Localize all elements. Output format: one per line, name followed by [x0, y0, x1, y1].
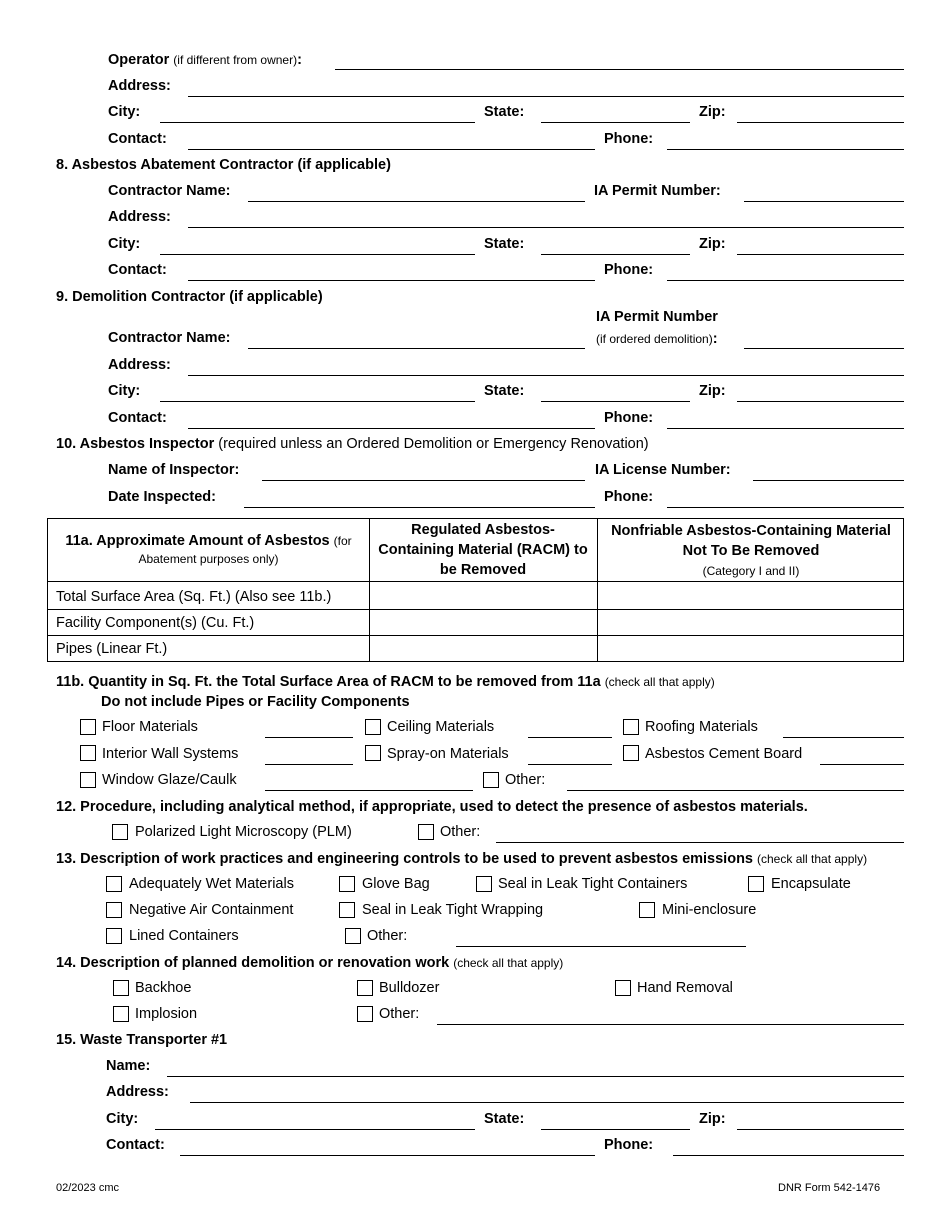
section-13-title: 13. Description of work practices and engineering controls to be used to prevent asbestos emissions (check all that apply) — [56, 851, 868, 867]
s8-zip-field[interactable] — [737, 254, 904, 255]
section-12-title: 12. Procedure, including analytical method, if appropriate, used to detect the presence of asbestos materials. — [56, 799, 808, 815]
ceiling-materials-label: Ceiling Materials — [387, 719, 495, 735]
operator-label: Operator (if different from owner): — [108, 52, 302, 68]
14-other-checkbox[interactable] — [357, 1006, 373, 1022]
s15-state-label: State: — [484, 1111, 525, 1127]
nonfriable-pipes-cell[interactable] — [599, 637, 903, 661]
section-11b-subtitle: Do not include Pipes or Facility Components — [101, 694, 410, 710]
s15-address-field[interactable] — [190, 1102, 904, 1103]
lined-containers-label: Lined Containers — [129, 928, 239, 944]
backhoe-label: Backhoe — [135, 980, 192, 996]
s9-state-field[interactable] — [541, 401, 690, 402]
table-divider — [47, 581, 904, 582]
11b-other-label: Other: — [505, 772, 546, 788]
s9-permit-note: (if ordered demolition): — [596, 331, 718, 347]
footer-form-number: DNR Form 542-1476 — [778, 1182, 881, 1194]
roofing-materials-label: Roofing Materials — [645, 719, 758, 735]
implosion-label: Implosion — [135, 1006, 198, 1022]
s9-contact-label: Contact: — [108, 410, 167, 426]
s8-zip-label: Zip: — [699, 236, 726, 252]
s15-address-label: Address: — [106, 1084, 169, 1100]
s15-contact-field[interactable] — [180, 1155, 595, 1156]
s8-address-label: Address: — [108, 209, 171, 225]
floor-materials-checkbox[interactable] — [80, 719, 96, 735]
seal-containers-checkbox[interactable] — [476, 876, 492, 892]
s10-phone-field[interactable] — [667, 507, 904, 508]
table-divider — [369, 518, 370, 662]
12-other-checkbox[interactable] — [418, 824, 434, 840]
11b-other-field[interactable] — [567, 790, 904, 791]
s8-phone-field[interactable] — [667, 280, 904, 281]
s10-name-label: Name of Inspector: — [108, 462, 240, 478]
operator-zip-field[interactable] — [737, 122, 904, 123]
encapsulate-label: Encapsulate — [771, 876, 851, 892]
encapsulate-checkbox[interactable] — [748, 876, 764, 892]
s15-name-field[interactable] — [167, 1076, 904, 1077]
spray-on-label: Spray-on Materials — [387, 746, 509, 762]
s8-contact-field[interactable] — [188, 280, 595, 281]
mini-enclosure-label: Mini-enclosure — [662, 902, 757, 918]
operator-state-label: State: — [484, 104, 525, 120]
14-other-label: Other: — [379, 1006, 420, 1022]
window-glaze-field[interactable] — [265, 790, 473, 791]
s9-zip-label: Zip: — [699, 383, 726, 399]
s9-city-field[interactable] — [160, 401, 475, 402]
plm-checkbox[interactable] — [112, 824, 128, 840]
glove-bag-checkbox[interactable] — [339, 876, 355, 892]
window-glaze-label: Window Glaze/Caulk — [102, 772, 237, 788]
seal-wrapping-label: Seal in Leak Tight Wrapping — [362, 902, 544, 918]
lined-containers-checkbox[interactable] — [106, 928, 122, 944]
bulldozer-checkbox[interactable] — [357, 980, 373, 996]
table-row-label: Total Surface Area (Sq. Ft.) (Also see 11b.) — [56, 589, 332, 605]
section-14-title: 14. Description of planned demolition or renovation work (check all that apply) — [56, 955, 564, 971]
interior-wall-field[interactable] — [265, 764, 353, 765]
s10-date-field[interactable] — [244, 507, 595, 508]
s15-city-label: City: — [106, 1111, 139, 1127]
s15-zip-field[interactable] — [737, 1129, 904, 1130]
s9-permit-field[interactable] — [744, 348, 904, 349]
table-divider — [47, 635, 904, 636]
section-8-title: 8. Asbestos Abatement Contractor (if applicable) — [56, 157, 391, 173]
operator-contact-label: Contact: — [108, 131, 167, 147]
table-header-nonfriable: Nonfriable Asbestos-Containing Material Not To Be Removed (Category I and II) — [611, 523, 891, 578]
table-divider — [597, 518, 598, 662]
backhoe-checkbox[interactable] — [113, 980, 129, 996]
table-row-label: Pipes (Linear Ft.) — [56, 641, 168, 657]
section-10-title: 10. Asbestos Inspector (required unless an Ordered Demolition or Emergency Renovation) — [56, 436, 649, 452]
ceiling-materials-field[interactable] — [528, 737, 612, 738]
13-other-field[interactable] — [456, 946, 746, 947]
plm-label: Polarized Light Microscopy (PLM) — [135, 824, 352, 840]
cement-board-checkbox[interactable] — [623, 745, 639, 761]
racm-pipes-cell[interactable] — [371, 637, 596, 661]
s8-permit-label: IA Permit Number: — [594, 183, 721, 199]
s9-state-label: State: — [484, 383, 525, 399]
operator-contact-field[interactable] — [188, 149, 595, 150]
interior-wall-label: Interior Wall Systems — [102, 746, 239, 762]
s8-city-label: City: — [108, 236, 141, 252]
s15-state-field[interactable] — [541, 1129, 690, 1130]
13-other-checkbox[interactable] — [345, 928, 361, 944]
s10-license-label: IA License Number: — [595, 462, 731, 478]
table-header-amount: 11a. Approximate Amount of Asbestos (for Abatement purposes only) — [65, 533, 352, 566]
s9-contact-field[interactable] — [188, 428, 595, 429]
roofing-materials-field[interactable] — [783, 737, 904, 738]
negative-air-checkbox[interactable] — [106, 902, 122, 918]
s8-state-label: State: — [484, 236, 525, 252]
operator-city-field[interactable] — [160, 122, 475, 123]
s15-city-field[interactable] — [155, 1129, 475, 1130]
wet-materials-checkbox[interactable] — [106, 876, 122, 892]
cement-board-field[interactable] — [820, 764, 904, 765]
s15-phone-label: Phone: — [604, 1137, 654, 1153]
section-9-title: 9. Demolition Contractor (if applicable) — [56, 289, 323, 305]
implosion-checkbox[interactable] — [113, 1006, 129, 1022]
interior-wall-checkbox[interactable] — [80, 745, 96, 761]
floor-materials-field[interactable] — [265, 737, 353, 738]
hand-removal-label: Hand Removal — [637, 980, 733, 996]
s9-permit-label: IA Permit Number — [596, 309, 718, 325]
s9-contractor-name-label: Contractor Name: — [108, 330, 231, 346]
operator-state-field[interactable] — [541, 122, 690, 123]
operator-address-field[interactable] — [188, 96, 904, 97]
s15-zip-label: Zip: — [699, 1111, 726, 1127]
roofing-materials-checkbox[interactable] — [623, 719, 639, 735]
section-15-title: 15. Waste Transporter #1 — [56, 1032, 228, 1048]
12-other-field[interactable] — [496, 842, 904, 843]
13-other-label: Other: — [367, 928, 408, 944]
s8-contact-label: Contact: — [108, 262, 167, 278]
12-other-label: Other: — [440, 824, 481, 840]
seal-containers-label: Seal in Leak Tight Containers — [498, 876, 688, 892]
s15-name-label: Name: — [106, 1058, 151, 1074]
s9-zip-field[interactable] — [737, 401, 904, 402]
wet-materials-label: Adequately Wet Materials — [129, 876, 294, 892]
s10-name-field[interactable] — [262, 480, 585, 481]
table-row-label: Facility Component(s) (Cu. Ft.) — [56, 615, 255, 631]
s8-state-field[interactable] — [541, 254, 690, 255]
operator-zip-label: Zip: — [699, 104, 726, 120]
table-divider — [47, 609, 904, 610]
operator-phone-field[interactable] — [667, 149, 904, 150]
ceiling-materials-checkbox[interactable] — [365, 719, 381, 735]
window-glaze-checkbox[interactable] — [80, 772, 96, 788]
11b-other-checkbox[interactable] — [483, 772, 499, 788]
s9-phone-field[interactable] — [667, 428, 904, 429]
s8-contractor-name-label: Contractor Name: — [108, 183, 231, 199]
s10-license-field[interactable] — [753, 480, 904, 481]
operator-phone-label: Phone: — [604, 131, 654, 147]
s8-address-field[interactable] — [188, 227, 904, 228]
s8-contractor-name-field[interactable] — [248, 201, 585, 202]
s8-permit-field[interactable] — [744, 201, 904, 202]
negative-air-label: Negative Air Containment — [129, 902, 294, 918]
operator-city-label: City: — [108, 104, 141, 120]
s9-contractor-name-field[interactable] — [248, 348, 585, 349]
s9-phone-label: Phone: — [604, 410, 654, 426]
spray-on-field[interactable] — [528, 764, 612, 765]
s8-city-field[interactable] — [160, 254, 475, 255]
s15-phone-field[interactable] — [673, 1155, 904, 1156]
spray-on-checkbox[interactable] — [365, 745, 381, 761]
table-header-racm: Regulated Asbestos-Containing Material (RACM) to be Removed — [378, 522, 588, 578]
s9-city-label: City: — [108, 383, 141, 399]
seal-wrapping-checkbox[interactable] — [339, 902, 355, 918]
s10-phone-label: Phone: — [604, 489, 654, 505]
bulldozer-label: Bulldozer — [379, 980, 440, 996]
s8-phone-label: Phone: — [604, 262, 654, 278]
operator-name-field[interactable] — [335, 69, 904, 70]
glove-bag-label: Glove Bag — [362, 876, 430, 892]
s9-address-field[interactable] — [188, 375, 904, 376]
s10-date-label: Date Inspected: — [108, 489, 216, 505]
section-11b-title: 11b. Quantity in Sq. Ft. the Total Surface Area of RACM to be removed from 11a (check all that apply) — [56, 674, 715, 690]
operator-address-label: Address: — [108, 78, 171, 94]
footer-date: 02/2023 cmc — [56, 1182, 119, 1194]
nonfriable-surface-area-cell[interactable] — [599, 583, 903, 608]
14-other-field[interactable] — [437, 1024, 904, 1025]
mini-enclosure-checkbox[interactable] — [639, 902, 655, 918]
s15-contact-label: Contact: — [106, 1137, 165, 1153]
racm-facility-component-cell[interactable] — [371, 611, 596, 634]
floor-materials-label: Floor Materials — [102, 719, 198, 735]
s9-address-label: Address: — [108, 357, 171, 373]
nonfriable-facility-component-cell[interactable] — [599, 611, 903, 634]
hand-removal-checkbox[interactable] — [615, 980, 631, 996]
racm-surface-area-cell[interactable] — [371, 583, 596, 608]
cement-board-label: Asbestos Cement Board — [645, 746, 803, 762]
